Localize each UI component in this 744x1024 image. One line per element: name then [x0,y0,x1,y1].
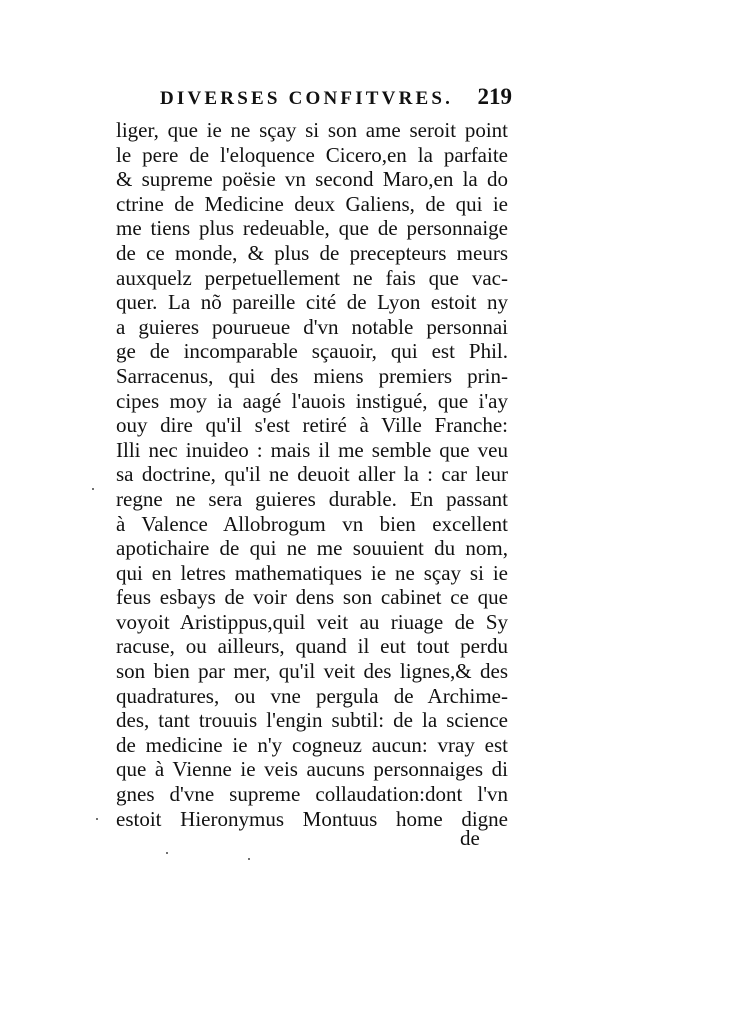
ink-speck [92,488,94,490]
text-line: Illi nec inuideo : mais il me semble que veu [116,437,508,462]
text-line: de ce monde, & plus de precepteurs meurs [116,240,508,265]
text-line: regne ne sera guieres durable. En passant [116,486,508,511]
text-line: ctrine de Medicine deux Galiens, de qui ie [116,191,508,216]
text-line: cipes moy ia aagé l'auois instigué, que i'ay [116,388,508,413]
text-line: a guieres pourueue d'vn notable personnai [116,314,508,339]
text-line: liger, que ie ne sçay si son ame seroit point [116,118,508,142]
text-line: sa doctrine, qu'il ne deuoit aller la : car leur [116,462,508,487]
catchword: de [460,826,480,850]
text-line: & supreme poësie vn second Maro,en la do [116,167,508,192]
text-line: voyoit Aristippus,quil veit au riuage de Sy [116,609,508,634]
page-number: 219 [477,84,512,109]
text-line: gnes d'vne supreme collaudation:dont l'vn [116,782,508,807]
text-line: Sarracenus, qui des miens premiers prin- [116,363,508,388]
running-title: DIVERSES CONFITVRES. [160,88,454,109]
text-line: feus esbays de voir dens son cabinet ce que [116,585,508,610]
text-line: le pere de l'eloquence Cicero,en la parfaite [116,142,508,167]
text-line: à Valence Allobrogum vn bien excellent [116,511,508,536]
text-line: des, tant trouuis l'engin subtil: de la science [116,708,508,733]
text-line: apotichaire de qui ne me souuient du nom, [116,536,508,561]
text-line: qui en letres mathematiques ie ne sçay si ie [116,560,508,585]
ink-speck [248,858,250,860]
body-text [116,118,508,831]
text-line: estoit Hieronymus Montuus home digne [116,806,508,831]
text-line: son bien par mer, qu'il veit des lignes,& des [116,659,508,684]
text-line: auxquelz perpetuellement ne fais que vac- [116,265,508,290]
ink-speck [166,852,168,854]
text-line: me tiens plus redeuable, que de personnaige [116,216,508,241]
text-line: ge de incomparable sçauoir, qui est Phil. [116,339,508,364]
text-line: ouy dire qu'il s'est retiré à Ville Franche: [116,413,508,438]
text-line: quer. La nõ pareille cité de Lyon estoit ny [116,290,508,315]
running-head [160,84,512,114]
text-line: racuse, ou ailleurs, quand il eut tout perdu [116,634,508,659]
text-line: quadratures, ou vne pergula de Archime- [116,683,508,708]
ink-speck [96,818,98,820]
text-line: de medicine ie n'y cogneuz aucun: vray est [116,732,508,757]
text-line: que à Vienne ie veis aucuns personnaiges di [116,757,508,782]
